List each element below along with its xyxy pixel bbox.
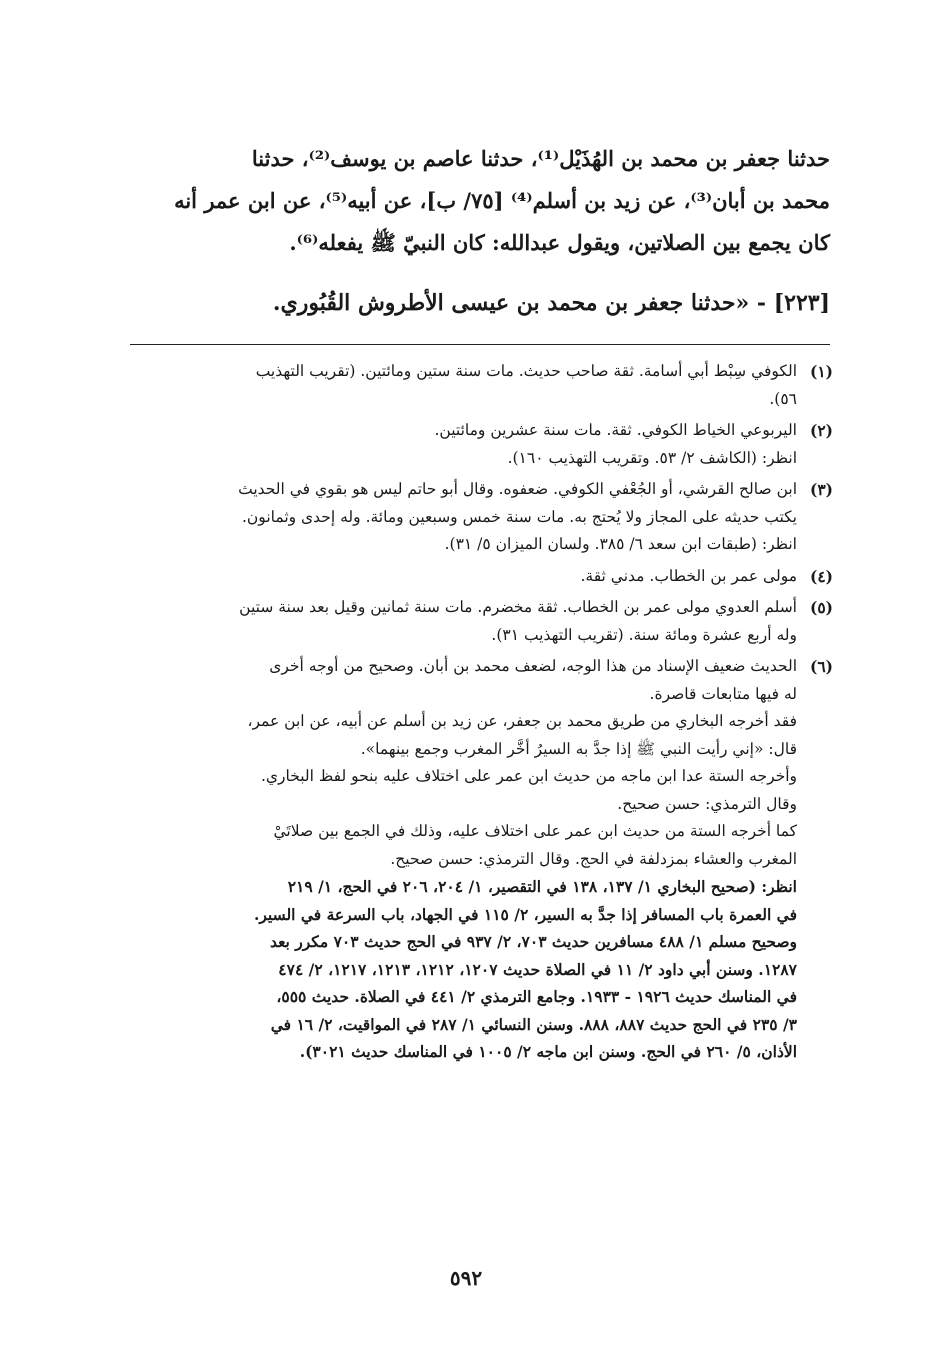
footnote-number: (٢) — [809, 421, 833, 440]
footnote-line: انظر: (صحيح البخاري ١/ ١٣٧، ١٣٨ في التقصير، ١/ ٢٠٤، ٢٠٦ في الحج، ١/ ٢١٩ — [287, 877, 797, 896]
footnote-line: أسلم العدوي مولى عمر بن الخطاب. ثقة مخضرم. مات سنة ثمانين وقيل بعد سنة ستين — [239, 598, 797, 616]
footnote-2 — [133, 417, 833, 472]
footnote-line: فقد أخرجه البخاري من طريق محمد بن جعفر، عن زيد بن أسلم عن أبيه، عن ابن عمر، — [247, 712, 797, 730]
footnote-line: انظر: (الكاشف ٢/ ٥٣. وتقريب التهذيب ١٦٠). — [507, 448, 797, 467]
footnote-line: وأخرجه الستة عدا ابن ماجه من حديث ابن عمر على اختلاف عليه بنحو لفظ البخاري. — [260, 767, 797, 785]
footnote-4 — [133, 563, 833, 591]
footnote-line: ٥٦). — [769, 389, 797, 408]
footnote-5 — [133, 594, 833, 649]
footnote-number: (٦) — [809, 657, 833, 676]
footnote-6 — [133, 653, 833, 1066]
footnote-line: يكتب حديثه على المجاز ولا يُحتج به. مات سنة خمس وسبعين ومائة. وله إحدى وثمانون. — [242, 507, 797, 526]
footnote-line: انظر: (طبقات ابن سعد ٦/ ٣٨٥. ولسان الميزان ٥/ ٣١). — [444, 535, 797, 553]
footnote-line: الأذان، ٥/ ٢٦٠ في الحج. وسنن ابن ماجه ٢/ ١٠٠٥ في المناسك حديث ٣٠٢١). — [299, 1042, 797, 1061]
footnote-line: ١٢٨٧. وسنن أبي داود ٢/ ١١ في الصلاة حديث ١٢٠٧، ١٢١٢، ١٢١٣، ١٢١٧، ٢/ ٤٧٤ — [278, 959, 797, 979]
section-heading: [٢٢٣] - «حدثنا جعفر بن محمد بن عيسى الأطروش القُبُوري. — [272, 290, 830, 316]
footnotes — [133, 358, 833, 1070]
footnote-number: (١) — [809, 362, 833, 381]
footnote-number: (٤) — [809, 566, 833, 586]
footnote-line: اليربوعي الخياط الكوفي. ثقة. مات سنة عشرين ومائتين. — [434, 421, 797, 439]
footnote-line: ابن صالح القرشي، أو الجُعْفي الكوفي. ضعفوه. وقال أبو حاتم ليس هو بقوي في الحديث — [238, 480, 797, 498]
footnote-line: ٣/ ٢٣٥ في الحج حديث ٨٨٧، ٨٨٨. وسنن النسائي ١/ ٢٨٧ في المواقيت، ٢/ ١٦ في — [270, 1014, 797, 1034]
footnote-line: وصحيح مسلم ١/ ٤٨٨ مسافرين حديث ٧٠٣، ٢/ ٩٣٧ في الحج حديث ٧٠٣ مكرر بعد — [269, 932, 797, 951]
footnote-1 — [133, 358, 833, 413]
footnote-line: له فيها متابعات قاصرة. — [649, 684, 797, 703]
footnote-line: الكوفي سِبْط أبي أسامة. ثقة صاحب حديث. مات سنة ستين ومائتين. (تقريب التهذيب — [255, 362, 797, 380]
footnote-separator — [130, 344, 830, 345]
main-text-line: حدثنا جعفر بن محمد بن الهُذَيْل⁽¹⁾، حدثنا عاصم بن يوسف⁽²⁾، حدثنا — [251, 146, 830, 171]
page-number: ٥٩٢ — [449, 1266, 483, 1290]
footnote-line: الحديث ضعيف الإسناد من هذا الوجه، لضعف محمد بن أبان. وصحيح من أوجه أخرى — [269, 657, 797, 675]
footnote-line: مولى عمر بن الخطاب. مدني ثقة. — [580, 566, 797, 585]
footnote-line: وله أربع عشرة ومائة سنة. (تقريب التهذيب ٣١). — [491, 625, 797, 644]
main-text — [130, 138, 830, 264]
footnote-line: كما أخرجه الستة من حديث ابن عمر على اختلاف عليه، وذلك في الجمع بين صلاتَيْ — [273, 822, 797, 840]
footnote-line: المغرب والعشاء بمزدلفة في الحج. وقال الترمذي: حسن صحيح. — [390, 849, 797, 868]
footnote-3 — [133, 476, 833, 559]
footnote-number: (٣) — [809, 480, 833, 499]
footnote-number: (٥) — [809, 598, 833, 617]
main-text-line: كان يجمع بين الصلاتين، ويقول عبدالله: كان النبيّ ﷺ يفعله⁽⁶⁾. — [289, 230, 830, 255]
footnote-line: في المناسك حديث ١٩٢٦ - ١٩٣٣. وجامع الترمذي ٢/ ٤٤١ في الصلاة. حديث ٥٥٥، — [276, 987, 797, 1006]
main-text-line: محمد بن أبان⁽³⁾، عن زيد بن أسلم⁽⁴⁾ [٧٥/ ب]، عن أبيه⁽⁵⁾، عن ابن عمر أنه — [174, 188, 830, 213]
footnote-line: قال: «إني رأيت النبي ﷺ إذا جدَّ به السيرُ أخَّر المغرب وجمع بينهما». — [360, 739, 797, 758]
footnote-line: وقال الترمذي: حسن صحيح. — [617, 794, 797, 813]
footnote-line: في العمرة باب المسافر إذا جدَّ به السير، ٢/ ١١٥ في الجهاد، باب السرعة في السير. — [253, 904, 797, 924]
